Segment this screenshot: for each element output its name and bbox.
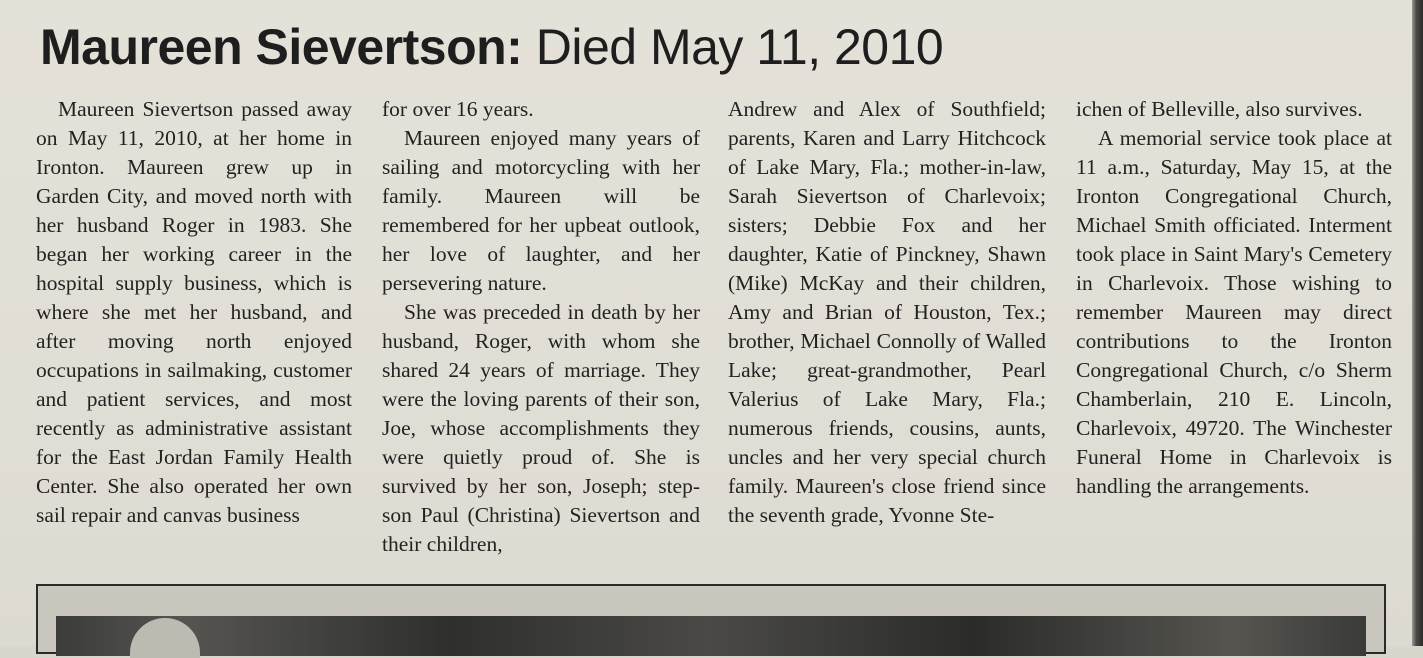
- obituary-headline: [40, 14, 943, 80]
- article-column-3: [728, 95, 1046, 530]
- article-column-4: [1076, 95, 1392, 501]
- paragraph: A memorial service took place at 11 a.m., Saturday, May 15, at the Ironton Congregational Church, Michael Smith officiated. Interment took place in Saint Mary's Cemetery in Charlevoix. Those wishing to remember Maureen may direct contributions to the Ironton Congregational Church, c/o Sherm Chamberlain, 210 E. Lincoln, Charlevoix, 49720. The Winchester Funeral Home in Charlevoix is handling the arrangements.: [1076, 126, 1392, 498]
- paragraph: Maureen Sievertson passed away on May 11, 2010, at her home in Ironton. Maureen grew up in Garden City, and moved north with her husband Roger in 1983. She began her working career in the hospital supply business, which is where she met her husband, and after moving north enjoyed occupations in sailmaking, customer and patient services, and most recently as administrative assistant for the East Jordan Family Health Center. She also operated her own sail repair and canvas business: [36, 97, 352, 527]
- paragraph: Andrew and Alex of Southfield; parents, Karen and Larry Hitchcock of Lake Mary, Fla.; mother-in-law, Sarah Sievertson of Charlevoix; sisters; Debbie Fox and her daughter, Katie of Pinckney, Shawn (Mike) McKay and their children, Amy and Brian of Houston, Tex.; brother, Michael Connolly of Walled Lake; great-grandmother, Pearl Valerius of Lake Mary, Fla.; numerous friends, cousins, aunts, uncles and her very special church family. Maureen's close friend since the seventh grade, Yvonne Ste-: [728, 97, 1046, 527]
- photo-frame: [36, 584, 1386, 654]
- paragraph: ichen of Belleville, also survives.: [1076, 97, 1363, 121]
- article-column-2: [382, 95, 700, 559]
- paragraph: Maureen enjoyed many years of sailing and motorcycling with her family. Maureen will be remembered for her upbeat outlook, her love of laughter, and her persevering nature.: [382, 126, 700, 295]
- paragraph: for over 16 years.: [382, 97, 534, 121]
- headline-date: Died May 11, 2010: [535, 19, 944, 75]
- page-edge-shadow: [1412, 0, 1423, 646]
- article-column-1: [36, 95, 352, 530]
- headline-name: Maureen Sievertson:: [40, 19, 523, 75]
- paragraph: She was preceded in death by her husband, Roger, with whom she shared 24 years of marriage. They were the loving parents of their son, Joe, whose accomplishments they were quietly proud of. She is survived by her son, Joseph; step-son Paul (Christina) Sievertson and their children,: [382, 300, 700, 556]
- photo: [56, 616, 1366, 656]
